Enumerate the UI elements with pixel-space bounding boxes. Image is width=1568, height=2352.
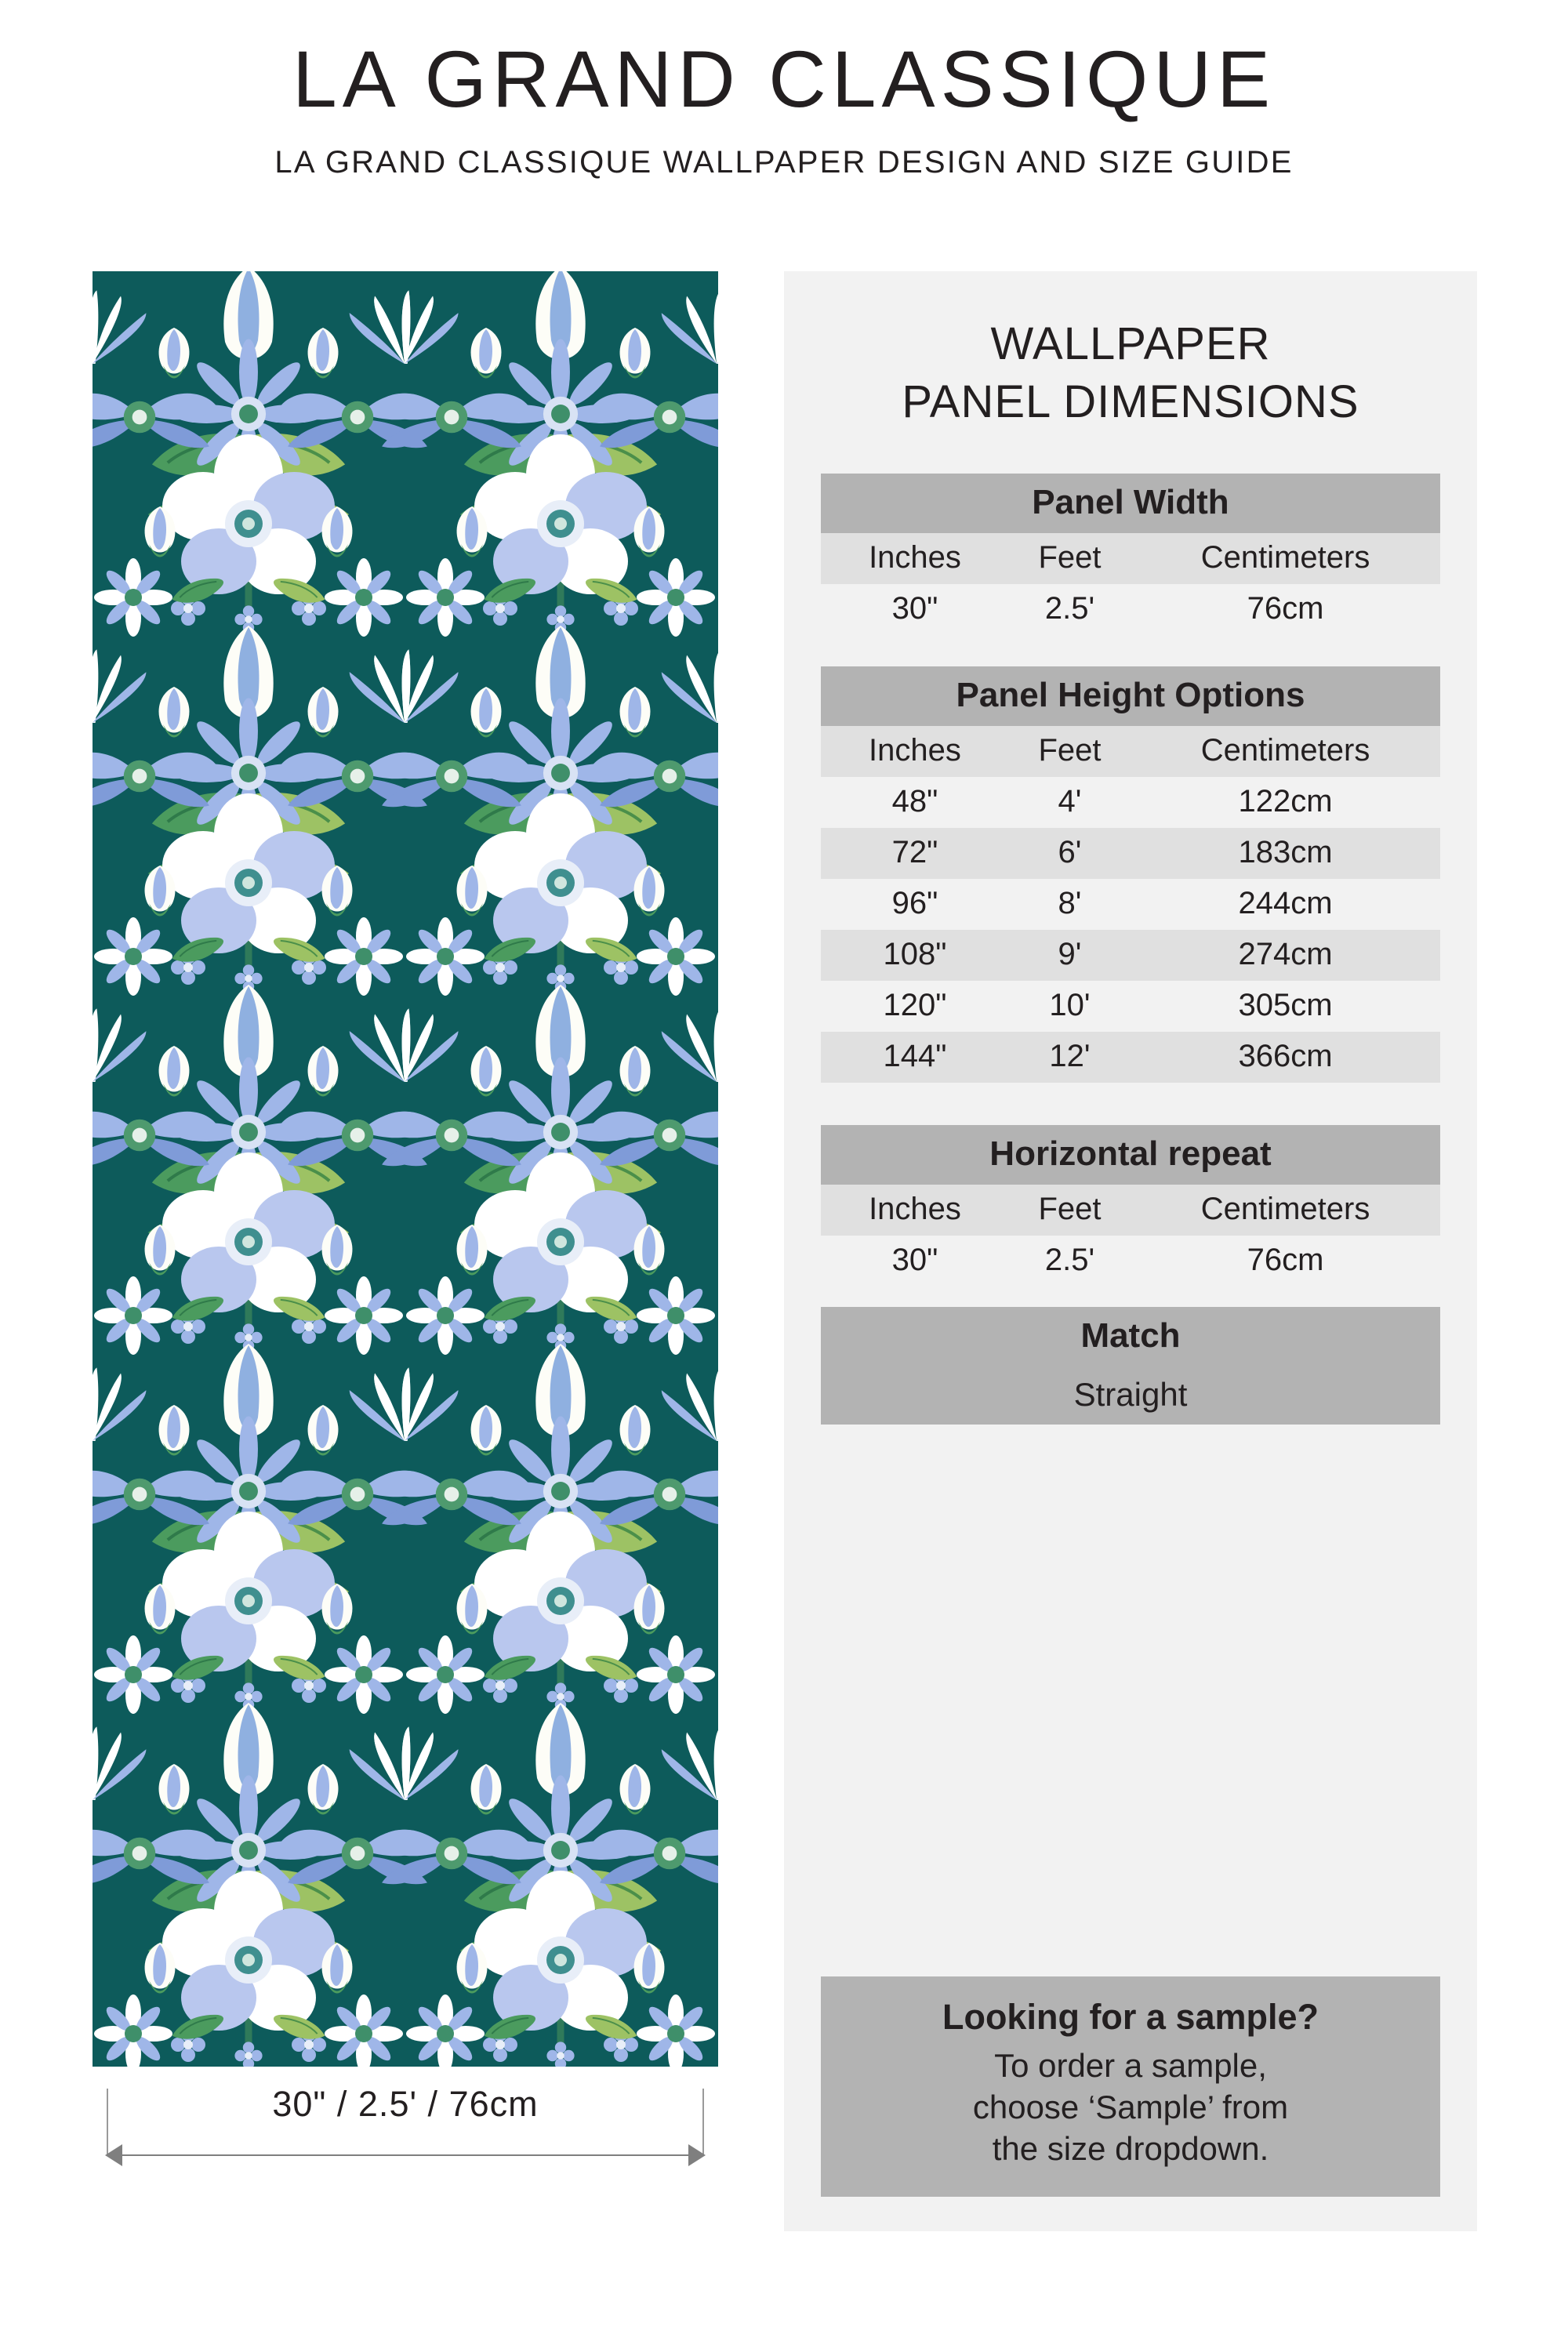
match-table xyxy=(821,1307,1440,1425)
cell-inches: 96" xyxy=(891,886,938,921)
table-row xyxy=(821,828,1440,879)
panel-heading-line1: WALLPAPER xyxy=(990,318,1271,369)
column-header-feet: Feet xyxy=(1009,1185,1131,1236)
cell-inches: 48" xyxy=(891,784,938,819)
cell-feet: 8' xyxy=(1058,886,1082,921)
cell-feet: 2.5' xyxy=(1044,1243,1095,1278)
cell-centimeters: 244cm xyxy=(1238,886,1333,921)
cell-inches: 144" xyxy=(821,1032,1009,1083)
table-row xyxy=(821,777,1440,828)
cell-inches: 108" xyxy=(821,930,1009,981)
panel-heading xyxy=(784,315,1477,431)
table-row xyxy=(821,879,1440,930)
table-row xyxy=(821,1032,1440,1083)
cell-inches: 30" xyxy=(891,1243,938,1278)
cell-feet: 4' xyxy=(1058,784,1082,819)
table-header-row xyxy=(821,533,1440,584)
panel-width-measure-label: 30" / 2.5' / 76cm xyxy=(272,2084,539,2124)
table-row xyxy=(821,1236,1440,1287)
arrow-right-icon xyxy=(688,2144,706,2166)
sample-box-line2: choose ‘Sample’ from xyxy=(972,2089,1289,2126)
panel-height-table xyxy=(821,666,1440,1083)
table-header-row xyxy=(821,726,1440,777)
body-area xyxy=(0,259,1568,2266)
dimensions-panel xyxy=(784,271,1477,2231)
sample-info-box xyxy=(821,1976,1440,2197)
cell-centimeters: 183cm xyxy=(1131,828,1440,879)
cell-centimeters: 366cm xyxy=(1131,1032,1440,1083)
horizontal-repeat-table xyxy=(821,1125,1440,1287)
cell-feet: 12' xyxy=(1009,1032,1131,1083)
wallpaper-pattern-swatch xyxy=(93,271,718,2067)
arrow-left-icon xyxy=(105,2144,122,2166)
cell-feet: 10' xyxy=(1049,988,1091,1023)
panel-heading-line2: PANEL DIMENSIONS xyxy=(902,376,1359,428)
column-header-feet: Feet xyxy=(1009,533,1131,584)
panel-height-band: Panel Height Options xyxy=(821,666,1440,726)
table-row xyxy=(821,930,1440,981)
cell-centimeters: 122cm xyxy=(1238,784,1333,819)
cell-centimeters: 76cm xyxy=(1247,591,1324,626)
sample-box-line3: the size dropdown. xyxy=(992,2130,1269,2168)
table-row xyxy=(821,981,1440,1032)
column-header-feet: Feet xyxy=(1009,726,1131,777)
cell-feet: 2.5' xyxy=(1044,591,1095,626)
cell-feet: 9' xyxy=(1009,930,1131,981)
column-header-inches: Inches xyxy=(821,1185,1009,1236)
table-row xyxy=(821,584,1440,635)
column-header-centimeters: Centimeters xyxy=(1131,1185,1440,1236)
cell-inches: 30" xyxy=(891,591,938,626)
cell-inches: 120" xyxy=(883,988,947,1023)
panel-width-measure xyxy=(93,2067,718,2200)
panel-width-table xyxy=(821,474,1440,635)
sample-box-title: Looking for a sample? xyxy=(942,1997,1319,2038)
cell-centimeters: 305cm xyxy=(1238,988,1333,1023)
column-header-centimeters: Centimeters xyxy=(1131,726,1440,777)
page-subtitle: LA GRAND CLASSIQUE WALLPAPER DESIGN AND SIZE GUIDE xyxy=(274,145,1294,180)
page-title: LA GRAND CLASSIQUE xyxy=(292,34,1276,124)
column-header-inches: Inches xyxy=(821,726,1009,777)
cell-centimeters: 274cm xyxy=(1131,930,1440,981)
column-header-centimeters: Centimeters xyxy=(1131,533,1440,584)
cell-inches: 72" xyxy=(821,828,1009,879)
match-band: Match xyxy=(821,1307,1440,1367)
sample-box-line1: To order a sample, xyxy=(994,2047,1267,2085)
horizontal-repeat-band: Horizontal repeat xyxy=(821,1125,1440,1185)
match-value: Straight xyxy=(821,1367,1440,1425)
measure-line xyxy=(107,2154,704,2156)
panel-width-band: Panel Width xyxy=(821,474,1440,533)
table-header-row xyxy=(821,1185,1440,1236)
column-header-inches: Inches xyxy=(821,533,1009,584)
wallpaper-swatch-column xyxy=(93,271,718,2200)
cell-centimeters: 76cm xyxy=(1247,1243,1324,1278)
cell-feet: 6' xyxy=(1009,828,1131,879)
page-header xyxy=(0,0,1568,180)
